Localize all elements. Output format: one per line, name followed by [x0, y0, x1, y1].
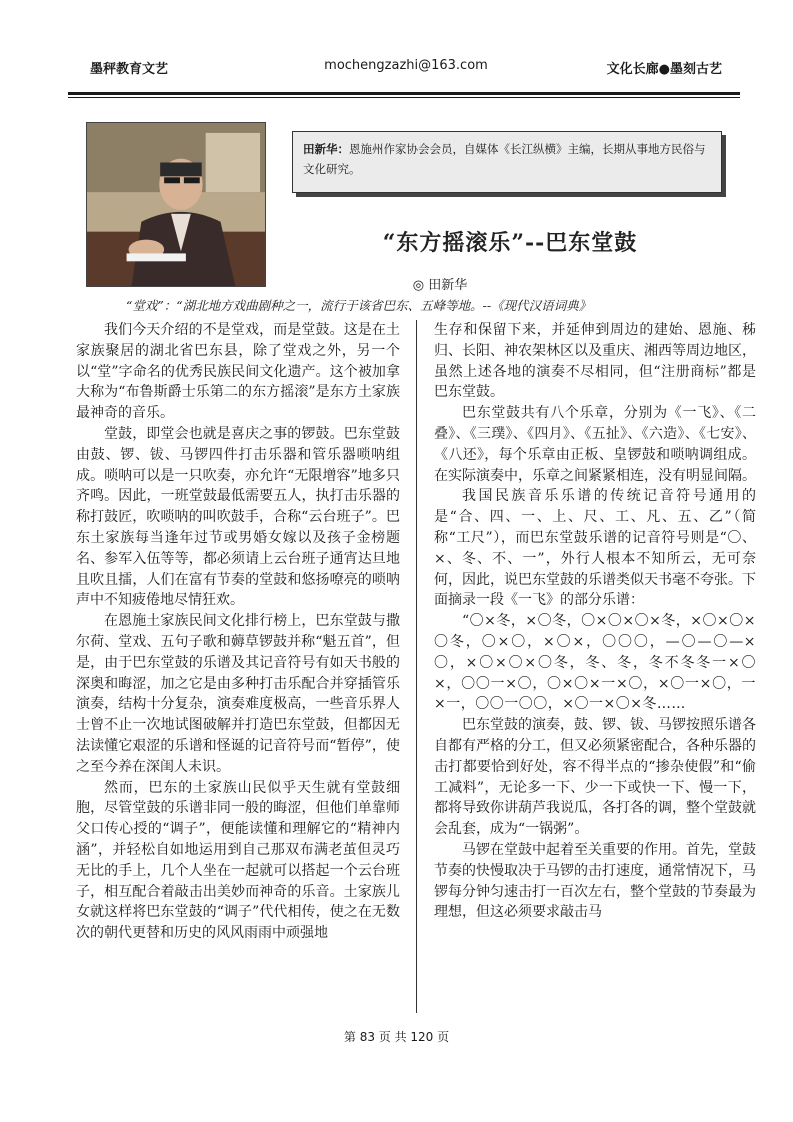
header-email: mochengzazhi@163.com	[324, 58, 488, 73]
paragraph: 生存和保留下来，并延伸到周边的建始、恩施、秭归、长阳、神农架林区以及重庆、湘西等周边地区，虽然上述各地的演奏不尽相同，但“注册商标”都是巴东堂鼓。	[434, 322, 756, 401]
paragraph: 我们今天介绍的不是堂戏，而是堂鼓。这是在土家族聚居的湖北省巴东县，除了堂戏之外，另一个以“堂”字命名的优秀民族民间文化遗产。这个被加拿大称为“布鲁斯爵士乐第二的东方摇滚”是东方土家族最神奇的音乐。	[76, 322, 400, 422]
paragraph: 巴东堂鼓共有八个乐章，分别为《一飞》、《二叠》、《三璞》、《四月》、《五扯》、《六造》、《七安》、《八还》，每个乐章由正板、皇锣鼓和唢呐调组成。在实际演奏中，乐章之间紧紧相连，没有明显间隔。	[434, 405, 756, 484]
author-bio-name: 田新华：	[303, 142, 349, 156]
header-column-name: 文化长廊●墨刻古艺	[606, 62, 722, 77]
paragraph: 然而，巴东的土家族山民似乎天生就有堂鼓细胞，尽管堂鼓的乐谱非同一般的晦涩，但他们单靠师父口传心授的“调子”，便能读懂和理解它的“精神内涵”，并轻松自如地运用到自己那双布满老茧但灵巧无比的手上，几个人坐在一起就可以搭起一个云台班子，相互配合着敲击出美妙而神奇的乐音。土家族儿女就这样将巴东堂鼓的“调子”代代相传，使之在无数次的朝代更替和历史的风风雨雨中顽强地	[76, 779, 400, 942]
header-rule-thick	[68, 92, 740, 95]
article-epigraph: “堂戏”：“湖北地方戏曲剧种之一，流行于该省巴东、五峰等地。--《现代汉语词典》	[126, 298, 592, 313]
paragraph: 马锣在堂鼓中起着至关重要的作用。首先，堂鼓节奏的快慢取决于马锣的击打速度，通常情况下，马锣每分钟匀速击打一百次左右，整个堂鼓的节奏最为理想，但这必须要求敲击马	[434, 841, 756, 921]
column-divider	[416, 320, 417, 1013]
right-column	[434, 320, 756, 1020]
header-rule-thin	[68, 97, 740, 98]
author-bio-box	[292, 131, 722, 193]
paragraph: 我国民族音乐乐谱的传统记音符号通用的是“合、四、一、上、尺、工、凡、五、乙”（简称“工尺”），而巴东堂鼓乐谱的记音符号则是“〇、×、冬、不、一”，外行人根本不知所云，无可奈何，因此，说巴东堂鼓的乐谱类似天书毫不夸张。下面摘录一段《一飞》的部分乐谱：	[434, 488, 756, 609]
left-column	[76, 320, 400, 1020]
article-title: “东方摇滚乐”--巴东堂鼓	[382, 230, 638, 256]
paragraph: 在恩施土家族民间文化排行榜上，巴东堂鼓与撒尔荷、堂戏、五句子歌和薅草锣鼓并称“魁五首”，但是，由于巴东堂鼓的乐谱及其记音符号有如天书般的深奥和晦涩，加之它是由多种打击乐配合并穿插管乐演奏，结构十分复杂，演奏难度极高，一些音乐界人士曾不止一次地试图破解并打造巴东堂鼓，但都因无法读懂它艰涩的乐谱和怪诞的记音符号而“暂停”，使之至今养在深闺人未识。	[76, 613, 400, 775]
music-score-excerpt: “〇×冬，×〇冬，〇×〇×〇×冬，×〇×〇×〇冬，〇×〇，×〇×，〇〇〇，—〇—〇—×〇，×〇×〇×〇冬，冬、冬，冬不冬冬一×〇×，〇〇一×〇，〇×〇×一×〇，×〇一×〇，一×一，〇〇一〇〇，×〇一×〇×冬……	[434, 613, 757, 713]
author-photo-illustration	[87, 123, 265, 286]
author-bio-text: 恩施州作家协会会员，自媒体《长江纵横》主编，长期从事地方民俗与文化研究。	[303, 142, 706, 176]
paragraph: 巴东堂鼓的演奏，鼓、锣、钹、马锣按照乐谱各自都有严格的分工，但又必须紧密配合，各种乐器的击打都要恰到好处，容不得半点的“掺杂使假”和“偷工减料”，无论多一下、少一下或快一下、慢一下，都将导致你讲葫芦我说瓜，各打各的调，整个堂鼓就会乱套，成为“一锅粥”。	[434, 717, 756, 838]
paragraph: 堂鼓，即堂会也就是喜庆之事的锣鼓。巴东堂鼓由鼓、锣、钹、马锣四件打击乐器和管乐器唢呐组成。唢呐可以是一只吹奏，亦允许“无限增容”地多只齐鸣。因此，一班堂鼓最低需要五人，执打击乐器的称打鼓匠，吹唢呐的叫吹鼓手，合称“云台班子”。巴东土家族每当逢年过节或男婚女嫁以及孩子金榜题名、参军入伍等等，都必须请上云台班子通宵达旦地且吹且擂，人们在富有节奏的堂鼓和悠扬嘹亮的唢呐声中不知疲倦地尽情狂欢。	[76, 425, 400, 609]
page-number: 第 83 页 共 120 页	[343, 1030, 450, 1044]
article-author: ◎ 田新华	[412, 278, 468, 293]
page-header	[90, 58, 722, 78]
header-magazine-name: 墨秤教育文艺	[90, 62, 169, 77]
author-photo	[86, 122, 266, 287]
